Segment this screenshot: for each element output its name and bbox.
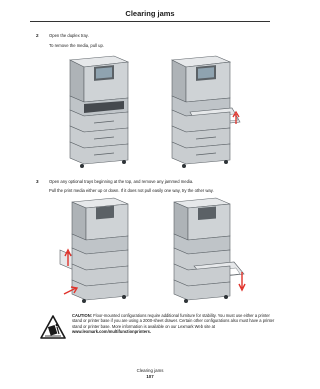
lexmark-website-link[interactable]: www.lexmark.com/multifunctionprinters — [72, 328, 150, 334]
footer-page-number: 107 — [146, 374, 154, 379]
page-header-title: Clearing jams — [125, 9, 175, 18]
step-2-instruction: Open the duplex tray. — [49, 33, 89, 38]
step-3-detail: Pull the print media either up or down. If it does not pull easily one way, try the other way. — [49, 188, 214, 193]
step-3-instruction: Open any optional trays beginning at the top, and remove any jammed media. — [49, 179, 194, 184]
caution-note: CAUTION: Floor-mounted configurations require additional furniture for stability. You must use either a printer stand or printer base if you are using a 2000-sheet drawer. Certain other configurations also must have a printer stand or printer base. More information is available on our Lexmark Web site at www.lexmark.com/multifunctionprinters. — [72, 313, 275, 334]
header-divider — [30, 21, 270, 22]
tip-over-caution-icon — [40, 315, 66, 344]
caution-text: Floor-mounted configurations require additional furniture for stability. You must use either a printer stand or printer base if you are using a 2000-sheet drawer. Certain other configurations also must have a printer stand or printer base. More information is available on our Lexmark Web site at — [72, 313, 275, 329]
printer-duplex-open-illustration — [160, 52, 250, 170]
step-2-detail: To remove the media, pull up. — [49, 43, 104, 48]
step-3-number: 3 — [36, 179, 39, 184]
footer-section-name: Clearing jams — [136, 368, 164, 373]
printer-tray-pull-down-illustration — [164, 196, 254, 304]
caution-label: CAUTION: — [72, 313, 93, 318]
printer-duplex-closed-illustration — [58, 52, 138, 170]
step-2-number: 2 — [36, 33, 39, 38]
printer-tray-pull-up-illustration — [54, 196, 144, 304]
